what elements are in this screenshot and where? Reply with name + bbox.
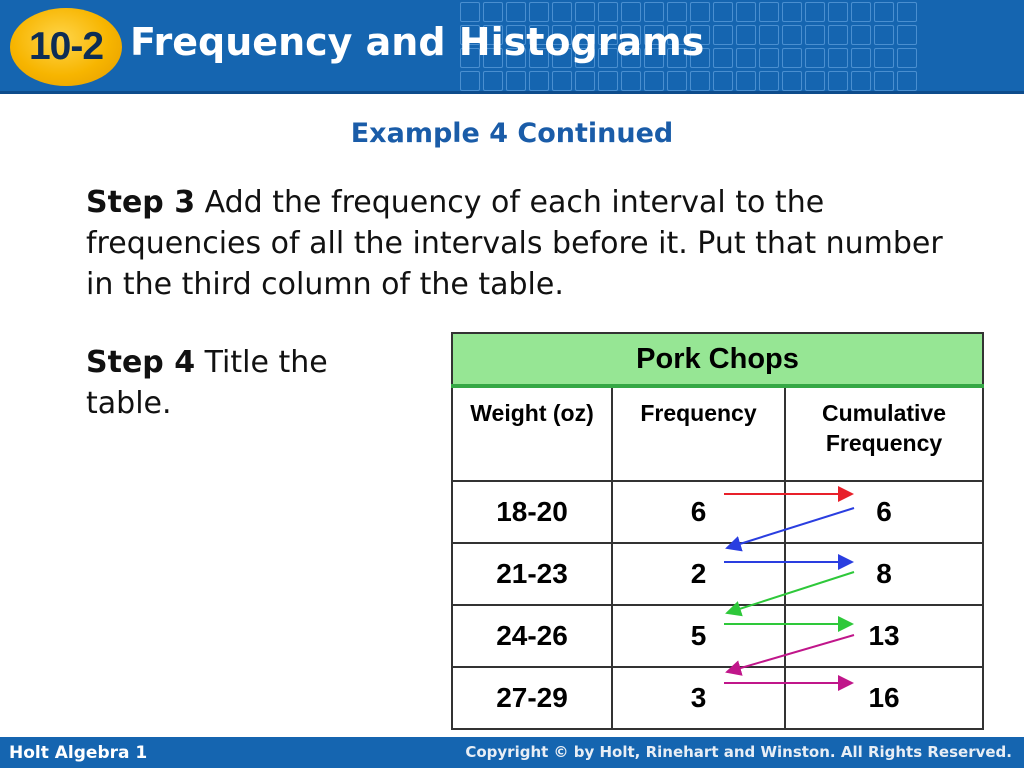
decorative-square [828, 2, 848, 22]
decorative-square [805, 25, 825, 45]
step3-text: Add the frequency of each interval to the frequencies of all the intervals before it. Put that number in the third column of the table. [86, 185, 943, 302]
decorative-square [736, 2, 756, 22]
example-subtitle: Example 4 Continued [350, 118, 674, 149]
decorative-square [805, 2, 825, 22]
table-title: Pork Chops [452, 333, 983, 386]
decorative-square [851, 71, 871, 91]
decorative-square [782, 48, 802, 68]
decorative-square [759, 48, 779, 68]
table-row [452, 543, 983, 605]
lesson-badge [10, 8, 122, 86]
decorative-square [828, 48, 848, 68]
decorative-square [713, 2, 733, 22]
frequency-cell: 3 [612, 667, 785, 729]
decorative-square [782, 2, 802, 22]
decorative-square [598, 71, 618, 91]
decorative-square [529, 2, 549, 22]
step3-paragraph [86, 182, 966, 305]
cumulative-cell: 16 [785, 667, 983, 729]
decorative-square [621, 2, 641, 22]
decorative-square [644, 2, 664, 22]
cumulative-cell: 13 [785, 605, 983, 667]
weight-cell: 18-20 [452, 481, 612, 543]
decorative-square [552, 71, 572, 91]
decorative-square [713, 48, 733, 68]
table-row [452, 667, 983, 729]
copyright-notice: Copyright © by Holt, Rinehart and Winston. All Rights Reserved. [465, 743, 1012, 761]
decorative-square [759, 71, 779, 91]
header-divider [0, 91, 1024, 94]
weight-cell: 21-23 [452, 543, 612, 605]
decorative-square [575, 2, 595, 22]
decorative-square [713, 71, 733, 91]
decorative-square [851, 48, 871, 68]
decorative-square [575, 71, 595, 91]
lesson-title: Frequency and Histograms [130, 20, 705, 64]
decorative-square [782, 71, 802, 91]
decorative-square [897, 2, 917, 22]
decorative-square [782, 25, 802, 45]
column-header-frequency: Frequency [612, 386, 785, 481]
decorative-square [736, 71, 756, 91]
header-banner [0, 0, 1024, 94]
column-header-cumulative: Cumulative Frequency [785, 386, 983, 481]
decorative-square [713, 25, 733, 45]
step3-label: Step 3 [86, 185, 196, 220]
decorative-square [805, 48, 825, 68]
decorative-square [874, 2, 894, 22]
weight-cell: 27-29 [452, 667, 612, 729]
frequency-cell: 2 [612, 543, 785, 605]
table-row [452, 605, 983, 667]
frequency-table-container [451, 332, 982, 717]
decorative-square [874, 71, 894, 91]
decorative-square [897, 48, 917, 68]
frequency-cell: 6 [612, 481, 785, 543]
lesson-number: 10-2 [28, 25, 104, 68]
decorative-square [644, 71, 664, 91]
cumulative-cell: 6 [785, 481, 983, 543]
decorative-square [897, 71, 917, 91]
decorative-square [690, 71, 710, 91]
decorative-square [759, 2, 779, 22]
cumulative-cell: 8 [785, 543, 983, 605]
decorative-square [736, 25, 756, 45]
decorative-square [690, 2, 710, 22]
decorative-square [851, 2, 871, 22]
decorative-square [621, 71, 641, 91]
decorative-square [805, 71, 825, 91]
decorative-square [759, 25, 779, 45]
decorative-square [874, 48, 894, 68]
step4-label: Step 4 [86, 345, 196, 380]
decorative-square [460, 2, 480, 22]
decorative-square [667, 71, 687, 91]
decorative-square [529, 71, 549, 91]
decorative-square [828, 71, 848, 91]
decorative-square [552, 2, 572, 22]
decorative-square [460, 71, 480, 91]
decorative-square [667, 2, 687, 22]
decorative-square [736, 48, 756, 68]
decorative-square [506, 2, 526, 22]
step4-text: Title the table. [86, 345, 328, 421]
column-header-weight: Weight (oz) [452, 386, 612, 481]
course-name: Holt Algebra 1 [9, 743, 148, 763]
frequency-table [451, 332, 984, 730]
table-row [452, 481, 983, 543]
decorative-square [851, 25, 871, 45]
footer-bar [0, 737, 1024, 768]
decorative-square [483, 71, 503, 91]
step4-paragraph [86, 342, 406, 424]
weight-cell: 24-26 [452, 605, 612, 667]
decorative-square [897, 25, 917, 45]
decorative-square [828, 25, 848, 45]
decorative-square [483, 2, 503, 22]
decorative-square [598, 2, 618, 22]
decorative-square [874, 25, 894, 45]
decorative-square [506, 71, 526, 91]
frequency-cell: 5 [612, 605, 785, 667]
